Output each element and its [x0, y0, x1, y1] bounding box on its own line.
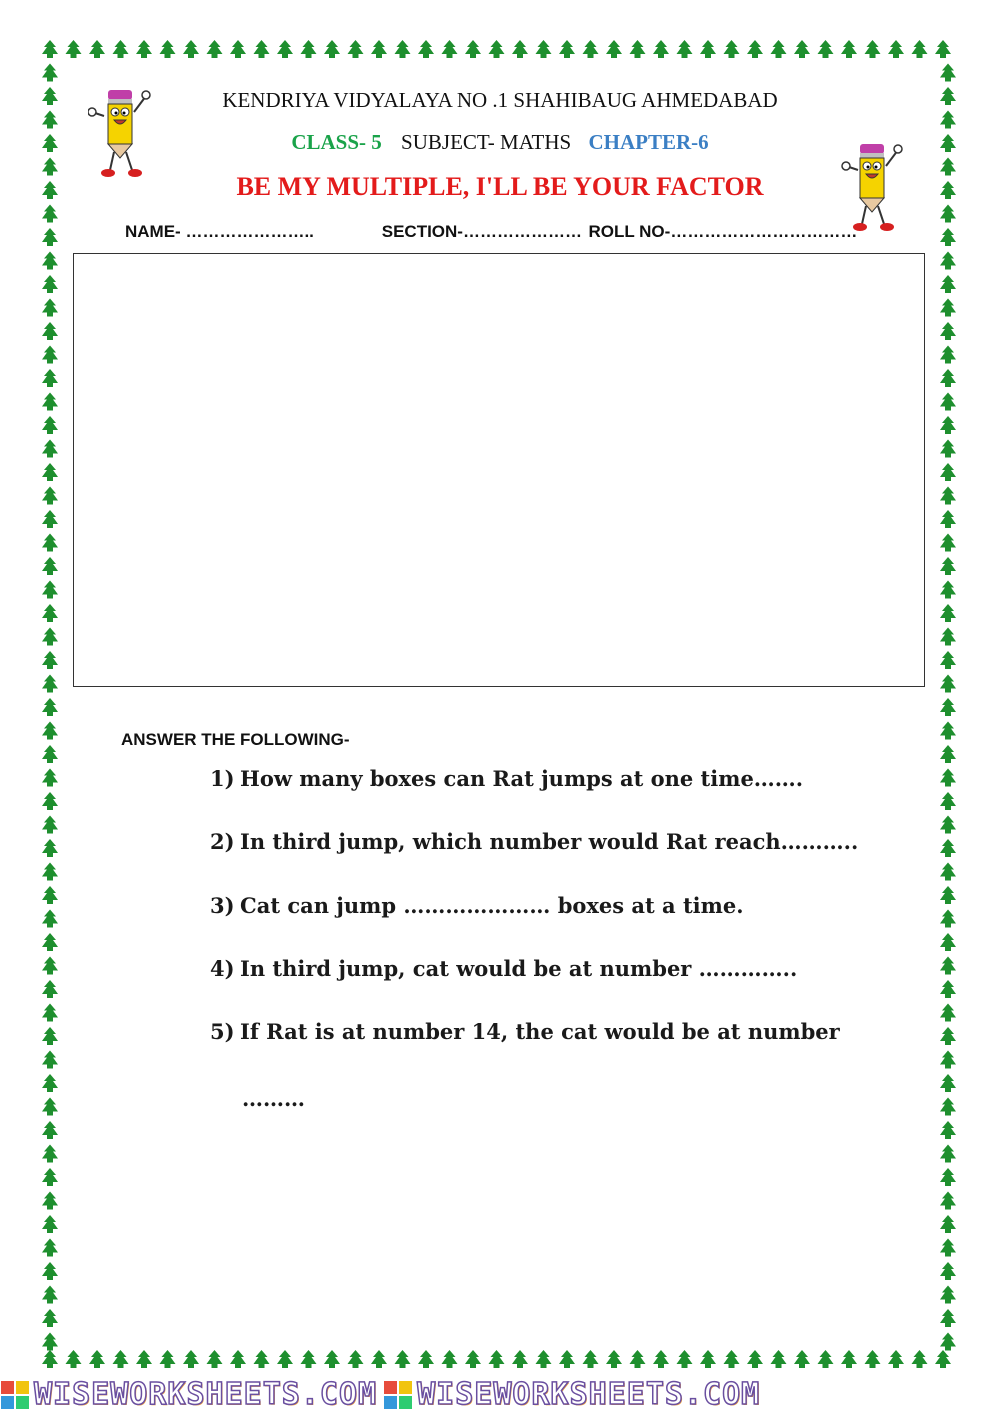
- question-5-answer-blank[interactable]: ………: [242, 1086, 305, 1111]
- subject-label: SUBJECT- MATHS: [401, 130, 572, 154]
- name-field[interactable]: NAME- …………………..: [125, 222, 314, 241]
- question-text: If Rat is at number 14, the cat would be at number: [240, 1019, 840, 1044]
- student-fields: [125, 222, 857, 242]
- watermark-text: WISEWORKSHEETS.COM: [34, 1377, 378, 1412]
- answer-heading: ANSWER THE FOLLOWING-: [121, 730, 350, 749]
- question-number: 5): [210, 1019, 235, 1044]
- question-text: In third jump, cat would be at number …………..: [240, 956, 798, 981]
- question-item: [210, 1019, 840, 1044]
- question-item: [210, 893, 744, 918]
- worksheet-title: BE MY MULTIPLE, I'LL BE YOUR FACTOR: [236, 172, 764, 201]
- wiseworksheets-logo-icon: [383, 1380, 413, 1410]
- chapter-label: CHAPTER-6: [588, 130, 709, 154]
- watermark-text: WISEWORKSHEETS.COM: [417, 1377, 761, 1412]
- question-number: 1): [210, 766, 235, 791]
- question-item: [210, 829, 858, 854]
- question-item: [210, 956, 797, 981]
- question-number: 3): [210, 893, 235, 918]
- picture-box: [73, 253, 925, 687]
- question-text: In third jump, which number would Rat reach………..: [240, 829, 859, 854]
- class-subject-chapter-line: [0, 130, 1000, 155]
- watermark-footer: [0, 1376, 1000, 1413]
- question-text: Cat can jump ………………… boxes at a time.: [240, 893, 744, 918]
- question-item: [210, 766, 803, 791]
- question-text: How many boxes can Rat jumps at one time…….: [240, 766, 804, 791]
- class-label: CLASS- 5: [291, 130, 382, 154]
- question-number: 4): [210, 956, 235, 981]
- question-number: 2): [210, 829, 235, 854]
- school-name: KENDRIYA VIDYALAYA NO .1 SHAHIBAUG AHMEDABAD: [222, 88, 778, 112]
- section-field[interactable]: SECTION-…………………: [381, 222, 582, 241]
- wiseworksheets-logo-icon: [0, 1380, 30, 1410]
- roll-no-field[interactable]: ROLL NO-……………………………: [588, 222, 858, 241]
